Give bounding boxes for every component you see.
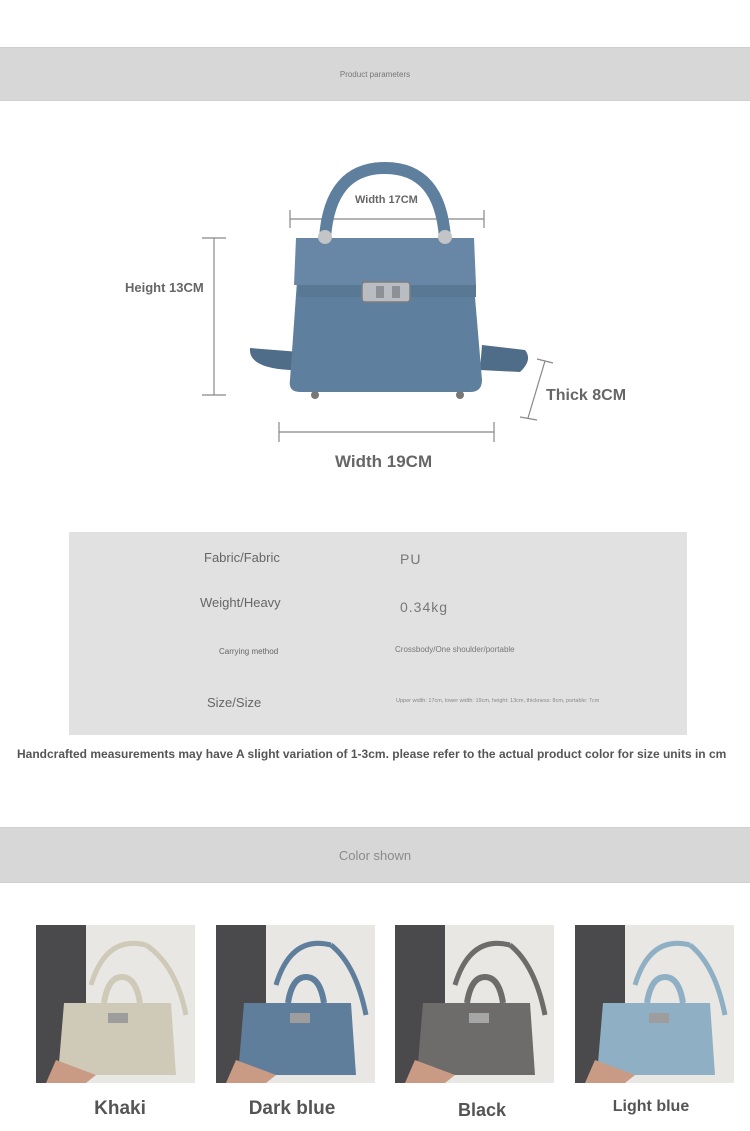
param-label-weight: Weight/Heavy (200, 595, 281, 610)
color-swatch-light-blue[interactable] (575, 925, 734, 1083)
top-width-label: Width 17CM (355, 194, 418, 206)
param-value-carrying: Crossbody/One shoulder/portable (395, 645, 515, 654)
param-label-size: Size/Size (207, 695, 262, 710)
measurement-note: Handcrafted measurements may have A slight variation of 1-3cm. please refer to the actual product color for size units in cm (17, 747, 727, 761)
param-label-carrying: Carrying method (219, 647, 279, 656)
color-swatch-dark-blue[interactable] (216, 925, 375, 1083)
bag-illustration (0, 120, 750, 480)
color-shown-header (0, 827, 750, 883)
parameters-table (69, 532, 687, 735)
color-name-black: Black (457, 1100, 507, 1120)
product-parameters-header (0, 47, 750, 101)
dark-blue-bag-photo (216, 925, 375, 1083)
color-swatch-black[interactable] (395, 925, 554, 1083)
color-name-dark-blue: Dark blue (248, 1098, 336, 1119)
section-title: Color shown (338, 847, 412, 863)
khaki-bag-photo (36, 925, 195, 1083)
light-blue-bag-photo (575, 925, 734, 1083)
bag-dimension-figure (0, 120, 750, 480)
section-title: Product parameters (339, 69, 411, 79)
height-label: Height 13CM (125, 280, 204, 295)
param-label-fabric: Fabric/Fabric (204, 550, 280, 565)
thickness-label: Thick 8CM (546, 387, 627, 404)
color-name-light-blue: Light blue (612, 1098, 690, 1115)
param-value-fabric: PU (400, 551, 422, 567)
color-name-khaki: Khaki (94, 1098, 146, 1119)
param-value-weight: 0.34kg (400, 599, 449, 615)
black-bag-photo (395, 925, 554, 1083)
color-swatch-khaki[interactable] (36, 925, 195, 1083)
param-value-size: Upper width: 17cm, lower width: 19cm, height: 13cm, thickness: 8cm, portable: 7cm (396, 698, 600, 704)
bottom-width-label: Width 19CM (335, 452, 433, 471)
